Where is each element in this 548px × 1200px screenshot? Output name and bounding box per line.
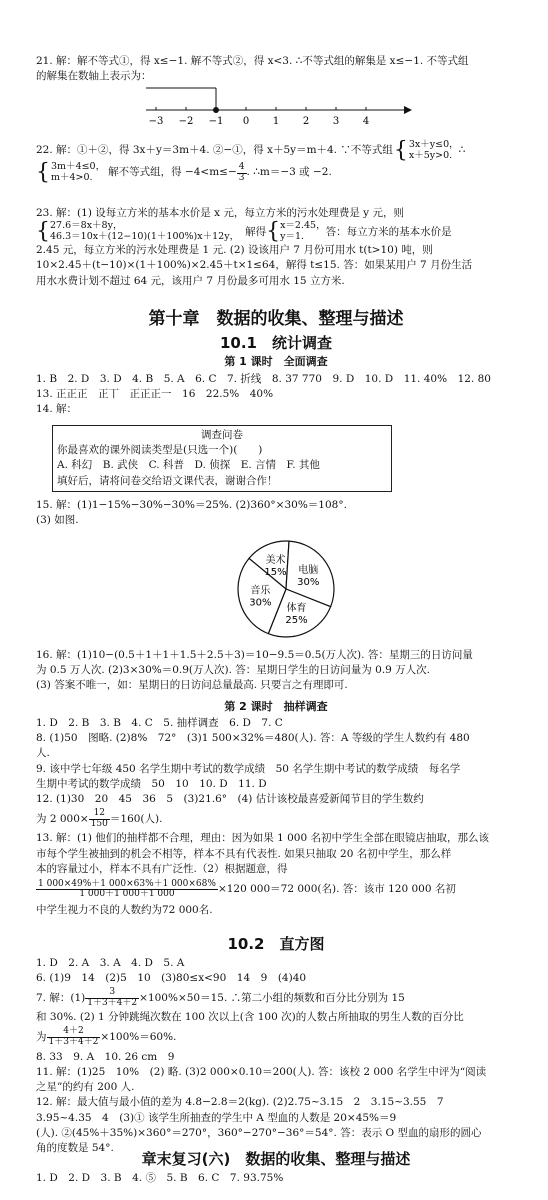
survey-question: 你最喜欢的课外阅读类型是(只选一个)( ) bbox=[57, 444, 263, 457]
answer-16 bbox=[36, 648, 516, 694]
answer-16-line-2: 为 0.5 万人次. (2)3×30%＝0.9(万人次). 答：星期日学生的日访问量为 0.9 万人次. bbox=[36, 664, 431, 677]
tick-label: 1 bbox=[272, 116, 280, 127]
answer-9-cont: 生期中考试的数学成绩 50 10 10. D 11. D bbox=[36, 777, 267, 790]
system-2-eq-b: m＋4>0. bbox=[51, 172, 93, 183]
section-10-2 bbox=[36, 956, 516, 1156]
brace-icon: { bbox=[36, 160, 50, 185]
answer-13: 13. 正正正 正丅 正正正一 16 22.5% 40% bbox=[36, 388, 274, 401]
tick-label: 4 bbox=[362, 116, 370, 127]
answer-21-line-2: 的解集在数轴上表示为： bbox=[36, 70, 152, 83]
answer-6: 6. (1)9 14 (2)5 10 (3)80≤x<90 14 9 (4)40 bbox=[36, 972, 307, 985]
chapter-title: 第十章 数据的收集、整理与描述 bbox=[148, 309, 404, 329]
review-answers bbox=[36, 1171, 516, 1186]
answer-8: 8. (1)50 图略. (2)8% 72° (3)1 500×32%＝480(人). 答：A 等级的学生人数约有 480 bbox=[36, 732, 470, 745]
answer-15-line-2: (3) 如图. bbox=[36, 514, 79, 527]
tick-label: −2 bbox=[178, 116, 194, 127]
survey-note: 填好后，请将问卷交给语文课代表，谢谢合作！ bbox=[57, 474, 278, 487]
answer-22-line-1: 22. 解：①＋②，得 3x＋y＝3m＋4. ②−①，得 x＋5y＝m＋4. ∵不等式组 bbox=[36, 144, 393, 157]
answer-11: 11. 解：(1)25 10% (2) 略. (3)2 000×0.10＝200(人). 答：该校 2 000 名学生中评为“阅读 bbox=[36, 1065, 487, 1078]
section-10-1-lesson-1 bbox=[36, 372, 516, 418]
answer-23-line-3: 2.45 元，每立方米的污水处理费是 1 元. (2) 设该用户 7 月份可用水 t(t>10) 吨，则 bbox=[36, 244, 433, 257]
answer-21 bbox=[36, 54, 516, 127]
answer-22-line-2-end: . ∴m＝−3 或 −2. bbox=[246, 166, 332, 179]
answer-23-line-4: 10×2.45＋(t−10)×(1＋100%)×2.45＋t×1≤64，解得 t≤15. 答：如果某用户 7 月份生活 bbox=[36, 259, 473, 272]
tick-label: −3 bbox=[148, 116, 164, 127]
answer-12-line-2: 3.95~4.35 4 (3)① 该学生所抽查的学生中 A 型血的人数是 20×45%＝9 bbox=[36, 1111, 397, 1124]
pie-slice-percent: 15% bbox=[264, 566, 287, 578]
survey-options: A. 科幻 B. 武侠 C. 科普 D. 侦探 E. 言情 F. 其他 bbox=[57, 459, 320, 472]
section-10-1-title: 10.1 统计调查 bbox=[219, 334, 332, 352]
answers-1-7: 1. D 2. B 3. B 4. C 5. 抽样调查 6. D 7. C bbox=[36, 717, 283, 729]
survey-wrapper bbox=[36, 425, 516, 495]
answer-16-line-1: 16. 解：(1)10−(0.5＋1＋1＋1.5＋2.5＋3)＝10−9.5＝0.5(万人次). 答：星期三的日访问量 bbox=[36, 649, 473, 661]
answer-13-line-2: 市每个学生被抽到的机会不相等，样本不具有代表性. 如果只抽取 20 名初中学生，那么样 bbox=[36, 847, 452, 860]
tick-label: 0 bbox=[242, 116, 250, 127]
pie-slice-percent: 25% bbox=[285, 615, 308, 627]
answer-15-line-1: 15. 解：(1)1−15%−30%−30%＝25%. (2)360°×30%＝108°. bbox=[36, 499, 347, 511]
solution-y: y＝1. bbox=[280, 231, 305, 243]
answer-9: 9. 该中学七年级 450 名学生期中考试的数学成绩 50 名学生期中考试的数学成绩 每名学 bbox=[36, 762, 461, 775]
answers-1-5: 1. D 2. A 3. A 4. D 5. A bbox=[36, 957, 185, 969]
pie-slice-percent: 30% bbox=[297, 576, 320, 588]
system-eq-a: 27.6＝8x＋8y， bbox=[50, 220, 123, 232]
answer-12: 12. (1)30 20 45 36 5 (3)21.6° (4) 估计该校最喜爱新闻节目的学生数约 bbox=[36, 793, 424, 806]
answer-12-line-4: 角的度数是 54°. bbox=[36, 1141, 114, 1154]
number-line bbox=[146, 88, 446, 128]
answer-8-cont: 人. bbox=[36, 747, 50, 760]
pie-slice-label: 电脑 bbox=[298, 564, 319, 576]
survey-title: 调查问卷 bbox=[201, 429, 243, 441]
answer-14-label: 14. 解： bbox=[36, 403, 78, 416]
answers-1-12: 1. B 2. D 3. D 4. B 5. A 6. C 7. 折线 8. 37 770 9. D 10. D 11. 40% 12. 80 bbox=[36, 373, 491, 385]
pie-slice-label: 体育 bbox=[286, 603, 307, 615]
answer-23-answer: 答：每立方米的基本水价是 bbox=[325, 225, 452, 238]
answer-22 bbox=[36, 140, 516, 184]
pie-chart bbox=[226, 534, 346, 644]
lesson-1-title: 第 1 课时 全面调查 bbox=[224, 355, 328, 368]
pie-slice-label: 美术 bbox=[265, 554, 286, 566]
answer-7-line-3: 为 $\frac{4+2}{1+3+4+2}$ ×100%＝60%. bbox=[36, 1026, 177, 1048]
section-10-1-lesson-2 bbox=[36, 716, 516, 918]
survey-box bbox=[52, 425, 392, 492]
answer-23-line-1: 23. 解：(1) 设每立方米的基本水价是 x 元，每立方米的污水处理费是 y 元，则 bbox=[36, 207, 404, 219]
review-title: 章末复习(六) 数据的收集、整理与描述 bbox=[141, 1150, 411, 1168]
tick-label: 2 bbox=[302, 116, 310, 127]
answer-23-line-5: 用水水费计划不超过 64 元，该用户 7 月份最多可用水 15 立方米. bbox=[36, 274, 345, 287]
answer-13-line-3: 本的容量过小，样本不具有广泛性.（2）根据题意，得 bbox=[36, 862, 288, 875]
fraction: $\frac{4}{3}$ bbox=[238, 161, 245, 183]
answer-22-line-2: 解不等式组，得 −4<m≤− bbox=[108, 166, 237, 179]
solution-x: x＝2.45， bbox=[280, 220, 326, 232]
answer-7-line-1: 7. 解：(1) $\frac{3}{1+3+4+2}$ ×100%×50＝15. ∴第二小组的频数和百分比分别为 15 bbox=[36, 987, 405, 1008]
brace-icon: { bbox=[393, 138, 408, 163]
answer-13-formula: $\frac{1 000\times 49\%+1 000\times 63\%+1 000\times 68\%}{1 000+1 000+1 000}$ ×120 000＝72 000(名). 答：该市 120 000 名初 bbox=[38, 878, 456, 900]
system-eq-b: 46.3＝10x＋(12−10)(1＋100%)x＋12y， bbox=[50, 231, 240, 243]
answer-11-cont: 之星”的约有 200 人. bbox=[36, 1081, 135, 1094]
review-answers-1-7: 1. D 2. D 3. B 4. ⑤ 5. B 6. C 7. 93.75% bbox=[36, 1172, 284, 1184]
answer-13-line-1: 13. 解：(1) 他们的抽样都不合理，理由：因为如果 1 000 名初中学生全部在眼镜店抽取，那么该 bbox=[36, 832, 489, 845]
system-2-eq-a: 3m＋4≤0， bbox=[51, 161, 106, 173]
tick-label: 3 bbox=[332, 116, 340, 127]
answer-12-cont: 为 2 000× $\frac{12}{150}$ ＝160(人). bbox=[36, 807, 163, 829]
pie-slice-label: 音乐 bbox=[250, 585, 271, 597]
answer-21-line-1: 21. 解：解不等式①，得 x≤−1. 解不等式②，得 x<3. ∴不等式组的解集是 x≤−1. 不等式组 bbox=[36, 55, 469, 67]
tick-label: −1 bbox=[208, 116, 224, 127]
lesson-2-title: 第 2 课时 抽样调查 bbox=[224, 700, 328, 713]
section-10-2-title: 10.2 直方图 bbox=[227, 935, 325, 953]
pie-slice-percent: 30% bbox=[249, 597, 272, 609]
answer-23 bbox=[36, 206, 516, 289]
therefore-symbol: ∴ bbox=[458, 144, 466, 157]
answer-7-line-2: 和 30%. (2) 1 分钟跳绳次数在 100 次以上(含 100 次)的人数占所抽取的男生人数的百分比 bbox=[36, 1011, 464, 1024]
answer-15 bbox=[36, 498, 516, 528]
system-1-eq-a: 3x＋y≤0， bbox=[408, 139, 459, 151]
brace-icon: { bbox=[36, 219, 50, 245]
system-1-eq-b: x＋5y>0. bbox=[408, 150, 453, 161]
answer-13-line-5: 中学生视力不良的人数约为72 000名. bbox=[36, 903, 213, 916]
brace-icon: { bbox=[266, 219, 281, 245]
answer-12-line-1: 12. 解：最大值与最小值的差为 4.8−2.8＝2(kg). (2)2.75~3.15 2 3.15~3.55 7 bbox=[36, 1096, 444, 1109]
answers-8-10: 8. 33 9. A 10. 26 cm 9 bbox=[36, 1050, 175, 1063]
solve-label: 解得 bbox=[245, 225, 267, 238]
answer-16-line-3: (3) 答案不唯一，如：星期日的日访问总量最高. 只要言之有理即可. bbox=[36, 679, 348, 692]
answer-12-line-3: (人). ②(45%＋35%)×360°＝270°，360°−270°−36°＝54°. 答：表示 O 型血的扇形的圆心 bbox=[36, 1126, 482, 1139]
